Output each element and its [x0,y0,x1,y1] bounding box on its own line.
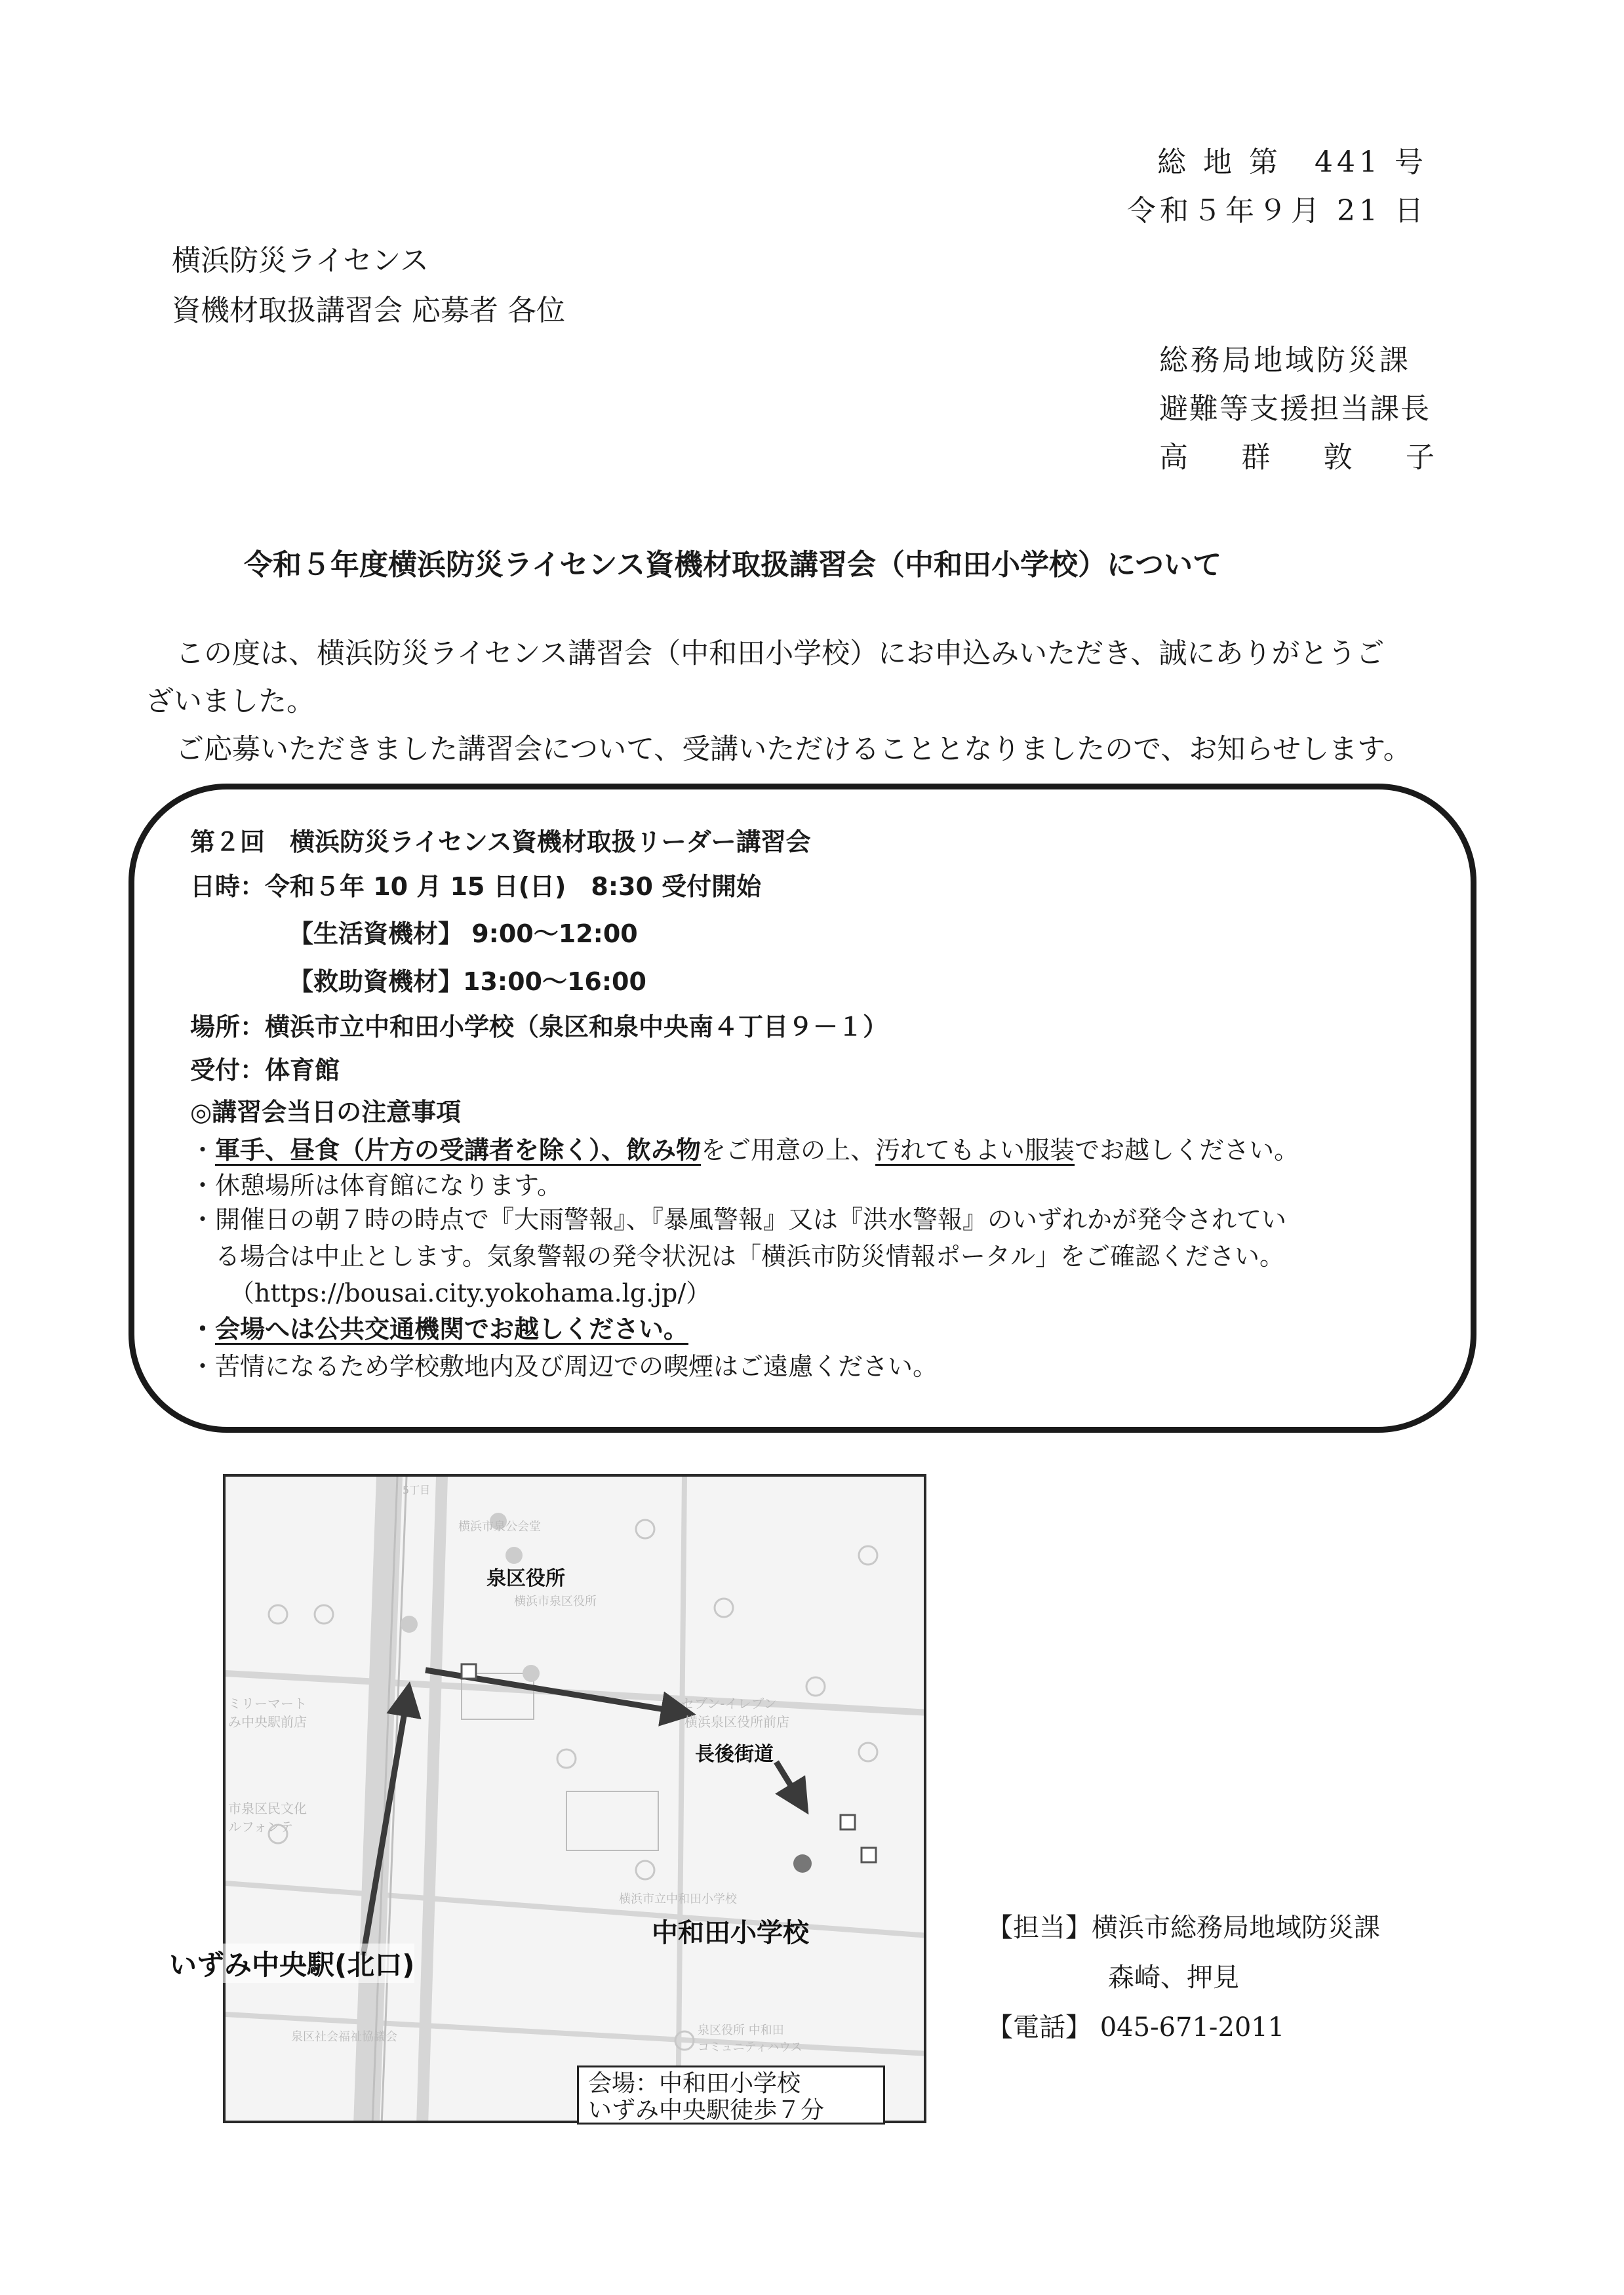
sender-name-char: 子 [1405,441,1435,474]
sender-name [1159,441,1435,475]
document-number: 総 地 第 441 号 [1157,146,1427,179]
notice-bullet-5: ・苦情になるため学校敷地内及び周辺での喫煙はご遠慮ください。 [190,1352,938,1381]
map-label-family-mart-2: み中央駅前店 [228,1714,307,1730]
bullet-mark: ・ [190,1315,216,1344]
document-date: 令和５年９月 21 日 [1127,194,1427,228]
bullet-mark: ・ [190,1136,216,1165]
notice-bullet-3-url: （https://bousai.city.yokohama.lg.jp/） [229,1279,711,1307]
notice-place: 場所：横浜市立中和田小学校（泉区和泉中央南４丁目９－１） [190,1012,888,1041]
map-label-town: 5丁目 [403,1484,431,1496]
bullet-1-clothing: 汚れてもよい服装 [875,1136,1075,1165]
map-label-seven-eleven: セブン-イレブン [681,1696,777,1711]
body-paragraph-1-line-1: この度は、横浜防災ライセンス講習会（中和田小学校）にお申込みいただき、誠にありがとうご [176,637,1385,670]
sender-name-char: 群 [1241,441,1271,474]
notice-heading: 第２回 横浜防災ライセンス資機材取扱リーダー講習会 [190,828,811,856]
recipient-line-2: 資機材取扱講習会 応募者 各位 [172,294,565,327]
map-label-school: 中和田小学校 [652,1918,809,1948]
map-label-school-small: 横浜市立中和田小学校 [619,1892,737,1906]
school-marker-icon [793,1854,812,1873]
document-title: 令和５年度横浜防災ライセンス資機材取扱講習会（中和田小学校）について [244,548,1222,582]
notice-reception: 受付：体育館 [190,1056,340,1085]
notice-session-1: 【生活資機材】 9:00～12:00 [288,919,638,948]
venue-line-2: いずみ中央駅徒歩７分 [588,2097,825,2125]
bullet-1-items: 軍手、昼食（片方の受講者を除く）、飲み物 [215,1136,702,1165]
contact-phone-label: 【電話】 [987,2012,1092,2043]
map-label-ward-office-small: 横浜市泉区役所 [514,1595,597,1608]
map-label-hall: 横浜市泉公会堂 [458,1520,541,1534]
contact-charge-dept: 横浜市総務局地域防災課 [1092,1913,1380,1943]
recipient-line-1: 横浜防災ライセンス [172,244,429,277]
bullet-1-mid: をご用意の上、 [701,1136,876,1165]
sender-department: 総務局地域防災課 [1159,344,1411,377]
notice-bullet-3-line-1: ・開催日の朝７時の時点で『大雨警報』、『暴風警報』又は『洪水警報』のいずれかが発令されてい [190,1205,1287,1234]
map-label-station: いずみ中央駅(北口) [169,1944,414,1983]
map-label-community-2: コミュニティハウス [698,2041,802,2054]
contact-charge-label: 【担当】 [987,1913,1092,1943]
map-label-ward-office: 泉区役所 [486,1567,565,1590]
bullet-1-end: でお越しください。 [1075,1136,1299,1165]
map-bus-stop-icons [462,1664,876,1862]
notice-bullet-3-line-2: る場合は中止とします。気象警報の発令状況は「横浜市防災情報ポータル」をご確認ください。 [215,1242,1284,1271]
contact-charge [987,1907,1380,1944]
body-paragraph-1-line-2: ざいました。 [146,685,315,718]
map-label-street: 長後街道 [695,1743,774,1766]
notice-bullet-4 [190,1315,688,1345]
contact-names: 森崎、押見 [1108,1963,1239,1993]
notice-datetime: 日時：令和５年 10 月 15 日(日) 8:30 受付開始 [190,872,762,901]
notice-bullet-1 [190,1136,1299,1166]
contact-phone-number: 045-671-2011 [1099,2012,1285,2043]
body-paragraph-2: ご応募いただきました講習会について、受講いただけることとなりましたので、お知らせします。 [176,733,1412,766]
map-label-community-1: 泉区役所 中和田 [698,2024,784,2037]
sender-name-char: 高 [1159,441,1188,474]
route-arrow-north [363,1693,408,1955]
map-route-overlay [226,1477,926,2123]
map-label-culture-1: 市泉区民文化 [228,1801,307,1816]
map-label-seven-eleven-branch: 横浜泉区役所前店 [684,1714,789,1730]
contact-phone [987,2006,1284,2044]
map-label-social-welfare: 泉区社会福祉協議会 [291,2030,397,2044]
map-label-culture-2: ルフォンテ [228,1819,293,1835]
sender-title: 避難等支援担当課長 [1159,392,1431,426]
sender-name-char: 敦 [1323,441,1353,474]
access-map [223,1474,926,2123]
notice-cautions-heading: ◎講習会当日の注意事項 [190,1098,462,1127]
venue-line-1: 会場：中和田小学校 [588,2070,801,2097]
bullet-4-text: 会場へは公共交通機関でお越しください。 [215,1315,689,1344]
notice-session-2: 【救助資機材】13:00～16:00 [288,967,646,996]
notice-bullet-2: ・休憩場所は体育館になります。 [190,1171,562,1200]
venue-info-box [577,2066,885,2125]
route-arrow-school [776,1762,802,1805]
map-label-family-mart-1: ミリーマート [228,1696,307,1711]
